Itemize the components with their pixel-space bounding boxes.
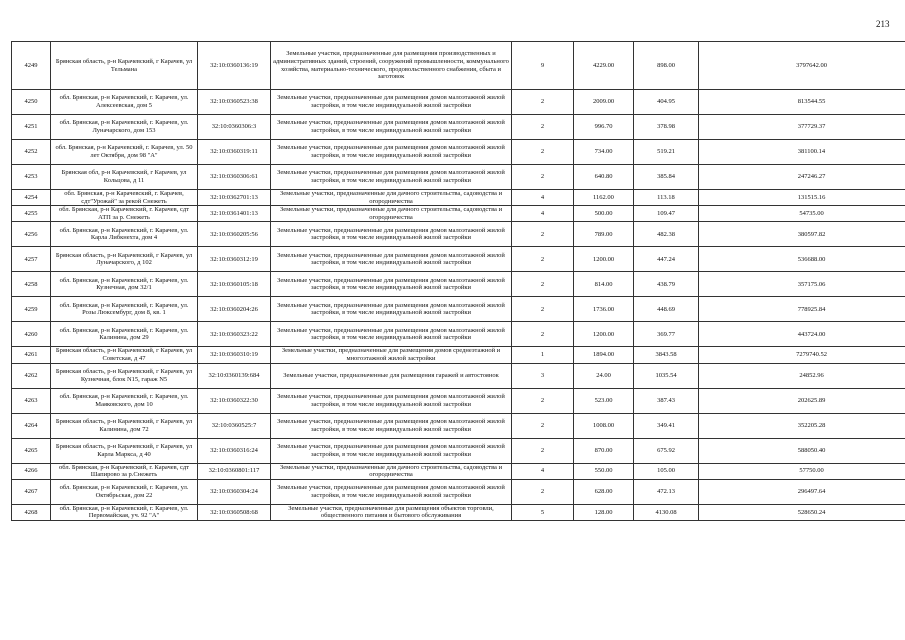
address-cell: Брянская область, р-н Карачевский, г Карачев, ул Тельмана — [51, 42, 198, 90]
area-cell: 1736.00 — [574, 297, 634, 322]
table-row — [12, 222, 905, 247]
land-use-cell: Земельные участки, предназначенные для размещения домов малоэтажной жилой застройки, в том числе индивидуальной жилой застройки — [271, 438, 512, 463]
address-cell: обл. Брянская, р-н Карачевский, г. Карачев, ул. Кузнечная, дом 32/1 — [51, 272, 198, 297]
unit-value-cell: 109.47 — [634, 206, 699, 222]
area-cell: 789.00 — [574, 222, 634, 247]
row-number: 4264 — [12, 413, 51, 438]
cadastral-number-cell: 32:10:0360310:19 — [198, 347, 271, 363]
use-group-code-cell: 3 — [512, 363, 574, 388]
use-group-code-cell: 2 — [512, 247, 574, 272]
address-cell: Брянская область, р-н Карачевский, г Карачев, ул Луначарского, д 102 — [51, 247, 198, 272]
land-use-cell: Земельные участки, предназначенные для размещения гаражей и автостоянок — [271, 363, 512, 388]
address-cell: обл. Брянская, р-н Карачевский, г. Карачев, ул. 50 лет Октября, дом 98 "А" — [51, 140, 198, 165]
cadastral-value-cell: 357175.06 — [699, 272, 905, 297]
use-group-code-cell: 4 — [512, 463, 574, 479]
land-use-cell: Земельные участки, предназначенные для размещения домов малоэтажной жилой застройки, в том числе индивидуальной жилой застройки — [271, 479, 512, 504]
table-row — [12, 388, 905, 413]
row-number: 4255 — [12, 206, 51, 222]
address-cell: обл. Брянская, р-н Карачевский, г. Карачев, ул. Первомайская, уч. 92 "А" — [51, 504, 198, 520]
table-row — [12, 297, 905, 322]
land-use-cell: Земельные участки, предназначенные для размещения домов малоэтажной жилой застройки, в том числе индивидуальной жилой застройки — [271, 90, 512, 115]
address-cell: обл. Брянская, р-н Карачевский, г. Карачев, ул. Калинина, дом 29 — [51, 322, 198, 347]
area-cell: 1008.00 — [574, 413, 634, 438]
land-use-cell: Земельные участки, предназначенные для размещения домов среднеэтажной и многоэтажной жилой застройки — [271, 347, 512, 363]
unit-value-cell: 404.95 — [634, 90, 699, 115]
land-use-cell: Земельные участки, предназначенные для размещения домов малоэтажной жилой застройки, в том числе индивидуальной жилой застройки — [271, 388, 512, 413]
unit-value-cell: 448.69 — [634, 297, 699, 322]
row-number: 4268 — [12, 504, 51, 520]
cadastral-number-cell: 32:10:0360525:7 — [198, 413, 271, 438]
use-group-code-cell: 2 — [512, 222, 574, 247]
cadastral-value-cell: 202625.89 — [699, 388, 905, 413]
cadastral-number-cell: 32:10:0360304:24 — [198, 479, 271, 504]
unit-value-cell: 369.77 — [634, 322, 699, 347]
cadastral-number-cell: 32:10:0360508:68 — [198, 504, 271, 520]
cadastral-value-cell: 588050.40 — [699, 438, 905, 463]
area-cell: 4229.00 — [574, 42, 634, 90]
address-cell: обл. Брянская, р-н Карачевский, г. Карачев, сдт АТП за р. Снежеть — [51, 206, 198, 222]
row-number: 4265 — [12, 438, 51, 463]
table-row — [12, 165, 905, 190]
address-cell: обл. Брянская, р-н Карачевский, г. Карачев, сдт Шапирово за р.Снежеть — [51, 463, 198, 479]
area-cell: 1200.00 — [574, 247, 634, 272]
cadastral-number-cell: 32:10:0360306:61 — [198, 165, 271, 190]
address-cell: Брянская область, р-н Карачевский, г Карачев, ул Советская, д 47 — [51, 347, 198, 363]
area-cell: 870.00 — [574, 438, 634, 463]
use-group-code-cell: 2 — [512, 272, 574, 297]
table-body — [12, 42, 905, 521]
area-cell: 996.70 — [574, 115, 634, 140]
table-row — [12, 115, 905, 140]
address-cell: Брянская обл, р-н Карачевский, г Карачев, ул Кольцова, д 11 — [51, 165, 198, 190]
land-use-cell: Земельные участки, предназначенные для размещения объектов торговли, общественного питания и бытового обслуживания — [271, 504, 512, 520]
unit-value-cell: 4130.08 — [634, 504, 699, 520]
row-number: 4261 — [12, 347, 51, 363]
cadastral-value-cell: 57750.00 — [699, 463, 905, 479]
area-cell: 734.00 — [574, 140, 634, 165]
page-number: 213 — [876, 19, 890, 29]
use-group-code-cell: 2 — [512, 479, 574, 504]
cadastral-value-cell: 352205.28 — [699, 413, 905, 438]
cadastral-value-cell: 377729.37 — [699, 115, 905, 140]
land-use-cell: Земельные участки, предназначенные для размещения домов малоэтажной жилой застройки, в том числе индивидуальной жилой застройки — [271, 413, 512, 438]
cadastral-value-cell: 443724.00 — [699, 322, 905, 347]
cadastral-value-cell: 528650.24 — [699, 504, 905, 520]
area-cell: 814.00 — [574, 272, 634, 297]
use-group-code-cell: 4 — [512, 190, 574, 206]
use-group-code-cell: 9 — [512, 42, 574, 90]
cadastral-number-cell: 32:10:0360312:19 — [198, 247, 271, 272]
row-number: 4250 — [12, 90, 51, 115]
land-use-cell: Земельные участки, предназначенные для дачного строительства, садоводства и огородничества — [271, 463, 512, 479]
cadastral-value-cell: 380597.82 — [699, 222, 905, 247]
area-cell: 128.00 — [574, 504, 634, 520]
land-use-cell: Земельные участки, предназначенные для размещения домов малоэтажной жилой застройки, в том числе индивидуальной жилой застройки — [271, 165, 512, 190]
use-group-code-cell: 2 — [512, 322, 574, 347]
address-cell: обл. Брянская, р-н Карачевский, г. Карачев, ул. Розы Люксембург, дом 8, кв. 1 — [51, 297, 198, 322]
cadastral-number-cell: 32:10:0360205:56 — [198, 222, 271, 247]
row-number: 4253 — [12, 165, 51, 190]
unit-value-cell: 378.98 — [634, 115, 699, 140]
land-use-cell: Земельные участки, предназначенные для размещения домов малоэтажной жилой застройки, в том числе индивидуальной жилой застройки — [271, 115, 512, 140]
unit-value-cell: 105.00 — [634, 463, 699, 479]
unit-value-cell: 385.84 — [634, 165, 699, 190]
unit-value-cell: 482.38 — [634, 222, 699, 247]
unit-value-cell: 387.43 — [634, 388, 699, 413]
row-number: 4266 — [12, 463, 51, 479]
table-row — [12, 363, 905, 388]
table-row — [12, 42, 905, 90]
table-row — [12, 504, 905, 520]
land-use-cell: Земельные участки, предназначенные для размещения домов малоэтажной жилой застройки, в том числе индивидуальной жилой застройки — [271, 222, 512, 247]
row-number: 4259 — [12, 297, 51, 322]
area-cell: 500.00 — [574, 206, 634, 222]
row-number: 4252 — [12, 140, 51, 165]
address-cell: обл. Брянская, р-н Карачевский, г. Карачев, сдт"Урожай" за рекой Снежеть — [51, 190, 198, 206]
land-use-cell: Земельные участки, предназначенные для дачного строительства, садоводства и огородничества — [271, 206, 512, 222]
cadastral-number-cell: 32:10:0360105:18 — [198, 272, 271, 297]
cadastral-number-cell: 32:10:0360204:26 — [198, 297, 271, 322]
row-number: 4249 — [12, 42, 51, 90]
row-number: 4251 — [12, 115, 51, 140]
address-cell: Брянская область, р-н Карачевский, г Карачев, ул Кузнечная, блок N15, гараж N5 — [51, 363, 198, 388]
cadastral-value-cell: 247246.27 — [699, 165, 905, 190]
cadastral-number-cell: 32:10:0360801:117 — [198, 463, 271, 479]
table-row — [12, 206, 905, 222]
address-cell: обл. Брянская, р-н Карачевский, г. Карачев, ул. Маяковского, дом 10 — [51, 388, 198, 413]
row-number: 4254 — [12, 190, 51, 206]
table-row — [12, 463, 905, 479]
use-group-code-cell: 2 — [512, 297, 574, 322]
table-row — [12, 479, 905, 504]
area-cell: 550.00 — [574, 463, 634, 479]
cadastral-number-cell: 32:10:0360322:30 — [198, 388, 271, 413]
land-use-cell: Земельные участки, предназначенные для размещения домов малоэтажной жилой застройки, в том числе индивидуальной жилой застройки — [271, 272, 512, 297]
land-use-cell: Земельные участки, предназначенные для размещения домов малоэтажной жилой застройки, в том числе индивидуальной жилой застройки — [271, 247, 512, 272]
table-row — [12, 413, 905, 438]
row-number: 4263 — [12, 388, 51, 413]
table-row — [12, 90, 905, 115]
cadastral-value-cell: 131515.16 — [699, 190, 905, 206]
table-row — [12, 272, 905, 297]
use-group-code-cell: 2 — [512, 115, 574, 140]
land-use-cell: Земельные участки, предназначенные для размещения домов малоэтажной жилой застройки, в том числе индивидуальной жилой застройки — [271, 297, 512, 322]
land-use-cell: Земельные участки, предназначенные для размещения производственных и административных зданий, строений, сооружений промышленности, коммунального хозяйства, материально-технического, продовольственного снабжения, сбыта и заготовок — [271, 42, 512, 90]
cadastral-value-cell: 536688.00 — [699, 247, 905, 272]
unit-value-cell: 1035.54 — [634, 363, 699, 388]
address-cell: Брянская область, р-н Карачевский, г Карачев, ул Карла Маркса, д 40 — [51, 438, 198, 463]
cadastral-value-cell: 778925.84 — [699, 297, 905, 322]
cadastral-value-cell: 813544.55 — [699, 90, 905, 115]
use-group-code-cell: 2 — [512, 165, 574, 190]
cadastral-number-cell: 32:10:0361401:13 — [198, 206, 271, 222]
unit-value-cell: 447.24 — [634, 247, 699, 272]
row-number: 4267 — [12, 479, 51, 504]
cadastral-number-cell: 32:10:0360319:11 — [198, 140, 271, 165]
land-use-cell: Земельные участки, предназначенные для размещения домов малоэтажной жилой застройки, в том числе индивидуальной жилой застройки — [271, 140, 512, 165]
row-number: 4260 — [12, 322, 51, 347]
cadastral-value-cell: 24852.96 — [699, 363, 905, 388]
cadastral-value-cell: 381100.14 — [699, 140, 905, 165]
unit-value-cell: 675.92 — [634, 438, 699, 463]
area-cell: 628.00 — [574, 479, 634, 504]
cadastral-value-cell: 296497.64 — [699, 479, 905, 504]
use-group-code-cell: 5 — [512, 504, 574, 520]
unit-value-cell: 472.13 — [634, 479, 699, 504]
table-row — [12, 190, 905, 206]
cadastral-value-cell: 3797642.00 — [699, 42, 905, 90]
address-cell: обл. Брянская, р-н Карачевский, г. Карачев, ул. Октябрьская, дом 22 — [51, 479, 198, 504]
unit-value-cell: 519.21 — [634, 140, 699, 165]
row-number: 4258 — [12, 272, 51, 297]
address-cell: обл. Брянская, р-н Карачевский, г. Карачев, ул. Алексеевская, дом 5 — [51, 90, 198, 115]
unit-value-cell: 898.00 — [634, 42, 699, 90]
cadastral-value-cell: 7279740.52 — [699, 347, 905, 363]
address-cell: обл. Брянская, р-н Карачевский, г. Карачев, ул. Луначарского, дом 153 — [51, 115, 198, 140]
cadastral-number-cell: 32:10:0362701:13 — [198, 190, 271, 206]
table-row — [12, 347, 905, 363]
area-cell: 24.00 — [574, 363, 634, 388]
table-row — [12, 247, 905, 272]
table-row — [12, 140, 905, 165]
cadastral-value-table — [11, 41, 905, 521]
table-row — [12, 322, 905, 347]
cadastral-value-cell: 54735.00 — [699, 206, 905, 222]
unit-value-cell: 349.41 — [634, 413, 699, 438]
area-cell: 2009.00 — [574, 90, 634, 115]
land-use-cell: Земельные участки, предназначенные для дачного строительства, садоводства и огородничества — [271, 190, 512, 206]
use-group-code-cell: 2 — [512, 438, 574, 463]
use-group-code-cell: 1 — [512, 347, 574, 363]
area-cell: 1200.00 — [574, 322, 634, 347]
table-row — [12, 438, 905, 463]
area-cell: 1162.00 — [574, 190, 634, 206]
area-cell: 640.80 — [574, 165, 634, 190]
use-group-code-cell: 2 — [512, 413, 574, 438]
row-number: 4257 — [12, 247, 51, 272]
use-group-code-cell: 2 — [512, 90, 574, 115]
area-cell: 523.00 — [574, 388, 634, 413]
use-group-code-cell: 2 — [512, 140, 574, 165]
cadastral-number-cell: 32:10:0360139:684 — [198, 363, 271, 388]
cadastral-number-cell: 32:10:0360136:19 — [198, 42, 271, 90]
address-cell: обл. Брянская, р-н Карачевский, г. Карачев, ул. Карла Либкнехта, дом 4 — [51, 222, 198, 247]
area-cell: 1894.00 — [574, 347, 634, 363]
row-number: 4262 — [12, 363, 51, 388]
land-use-cell: Земельные участки, предназначенные для размещения домов малоэтажной жилой застройки, в том числе индивидуальной жилой застройки — [271, 322, 512, 347]
use-group-code-cell: 4 — [512, 206, 574, 222]
address-cell: Брянская область, р-н Карачевский, г Карачев, ул Калинина, дом 72 — [51, 413, 198, 438]
use-group-code-cell: 2 — [512, 388, 574, 413]
cadastral-number-cell: 32:10:0360306:3 — [198, 115, 271, 140]
unit-value-cell: 3843.58 — [634, 347, 699, 363]
cadastral-number-cell: 32:10:0360523:38 — [198, 90, 271, 115]
cadastral-number-cell: 32:10:0360316:24 — [198, 438, 271, 463]
unit-value-cell: 113.18 — [634, 190, 699, 206]
unit-value-cell: 438.79 — [634, 272, 699, 297]
cadastral-number-cell: 32:10:0360323:22 — [198, 322, 271, 347]
row-number: 4256 — [12, 222, 51, 247]
